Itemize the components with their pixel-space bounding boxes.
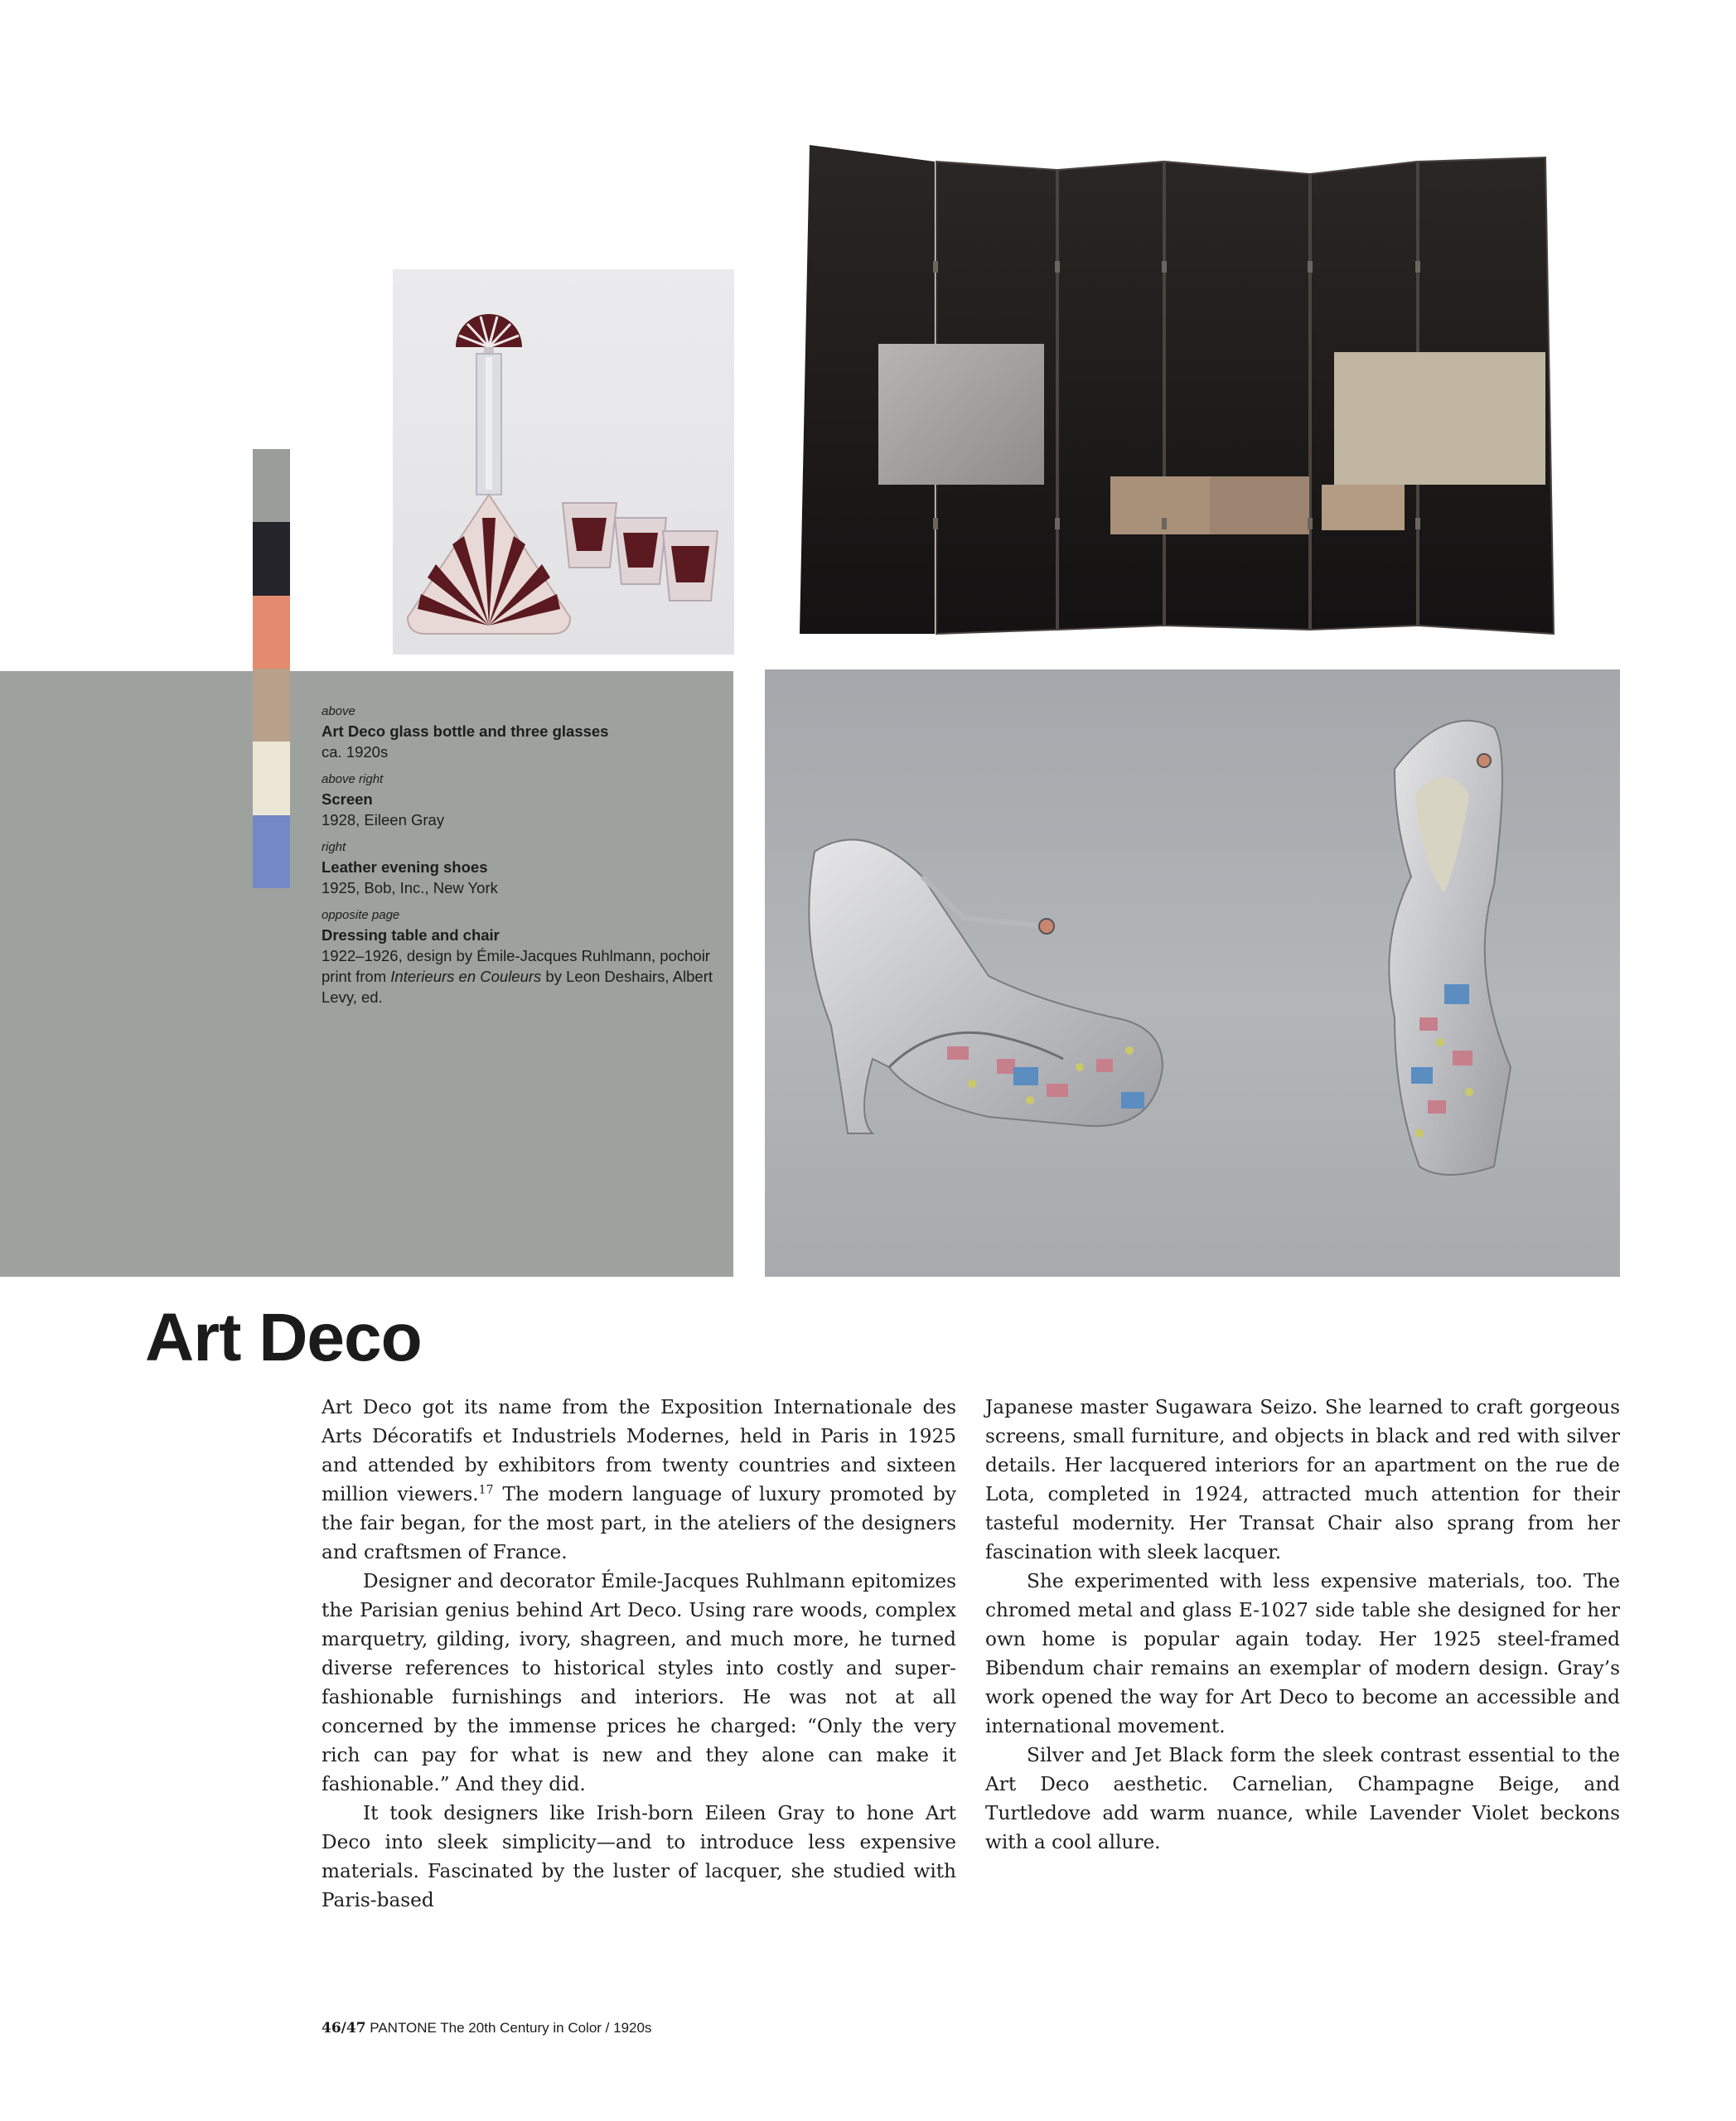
paragraph: It took designers like Irish-born Eileen Gray to hone Art Deco into sleek simplicity—and to introduce less expensive materials. Fascinated by the luster of lacquer, she studied with Paris-based — [322, 1802, 956, 1911]
photo-captions — [322, 703, 719, 1016]
caption-title: Art Deco glass bottle and three glasses — [322, 722, 609, 740]
caption-detail: 1922–1926, design by Émile-Jacques Ruhlmann, pochoir print from Interieurs en Couleurs by Leon Deshairs, Albert Levy, ed. — [322, 947, 713, 1006]
caption-position: above — [322, 704, 355, 718]
color-swatch-strip — [253, 449, 290, 888]
article-column-left — [322, 1393, 956, 1915]
swatch-champagne-beige — [253, 742, 290, 814]
caption-shoes — [322, 838, 719, 898]
article-column-right — [985, 1393, 1620, 1857]
caption-position: right — [322, 840, 346, 854]
footnote-marker: 17 — [478, 1483, 494, 1497]
caption-dressing-table — [322, 906, 719, 1007]
photo-lacquer-screen — [795, 137, 1591, 642]
swatch-jet-black — [253, 522, 290, 595]
caption-detail: 1928, Eileen Gray — [322, 811, 445, 829]
paragraph: Japanese master Sugawara Seizo. She learned to craft gorgeous screens, small furniture, and objects in black and red with silver details. Her lacquered interiors for an apartment on the rue de Lota, completed in 1924, attracted much attention for their tasteful modernity. Her Transat Chair also sprang from her fascination with sleek lacquer. — [985, 1396, 1620, 1563]
photo-glass-bottle-and-glasses — [393, 269, 734, 655]
caption-title: Screen — [322, 790, 373, 808]
caption-title: Dressing table and chair — [322, 926, 500, 944]
caption-glass-bottle — [322, 703, 719, 762]
running-title: PANTONE The 20th Century in Color / 1920s — [370, 2020, 652, 2036]
caption-position: opposite page — [322, 908, 400, 922]
decanter-illustration — [393, 269, 734, 655]
caption-screen — [322, 771, 719, 830]
caption-position: above right — [322, 772, 384, 786]
paragraph: Silver and Jet Black form the sleek contrast essential to the Art Deco aesthetic. Carnelian, Champagne Beige, and Turtledove add warm nuance, while Lavender Violet beckons with a cool allure. — [985, 1744, 1620, 1853]
swatch-silver — [253, 449, 290, 522]
caption-title: Leather evening shoes — [322, 858, 488, 876]
paragraph: She experimented with less expensive materials, too. The chromed metal and glass E-1027 side table she designed for her own home is popular again today. Her 1925 steel-framed Bibendum chair remains an exemplar of modern design. Gray’s work opened the way for Art Deco to become an accessible and international movement. — [985, 1570, 1620, 1737]
shoes-illustration — [765, 669, 1620, 1277]
swatch-turtledove — [253, 669, 290, 742]
caption-detail: ca. 1920s — [322, 743, 389, 761]
screen-illustration — [795, 137, 1591, 642]
swatch-carnelian — [253, 596, 290, 669]
paragraph: Designer and decorator Émile-Jacques Ruhlmann epitomizes the Parisian genius behind Art Deco. Using rare woods, complex marquetry, gilding, ivory, shagreen, and much more, he turned diverse references to historical styles into costly and super-fashionable furnishings and interiors. He was not at all concerned by the immense prices he charged: “Only the very rich can pay for what is new and they alone can make it fashionable.” And they did. — [322, 1570, 956, 1795]
paragraph: Art Deco got its name from the Exposition Internationale des Arts Décoratifs et Industriels Modernes, held in Paris in 1925 and attended by exhibitors from twenty countries and sixteen million viewers.$^{17}$ The modern language of luxury promoted by the fair began, for the most part, in the ateliers of the designers and craftsmen of France. — [322, 1396, 956, 1563]
swatch-lavender-violet — [253, 815, 290, 888]
photo-leather-evening-shoes — [765, 669, 1620, 1277]
page-numbers: 46/47 — [322, 2020, 366, 2036]
page-footer — [322, 2020, 651, 2036]
page-title: Art Deco — [145, 1300, 422, 1375]
caption-detail: 1925, Bob, Inc., New York — [322, 879, 498, 896]
